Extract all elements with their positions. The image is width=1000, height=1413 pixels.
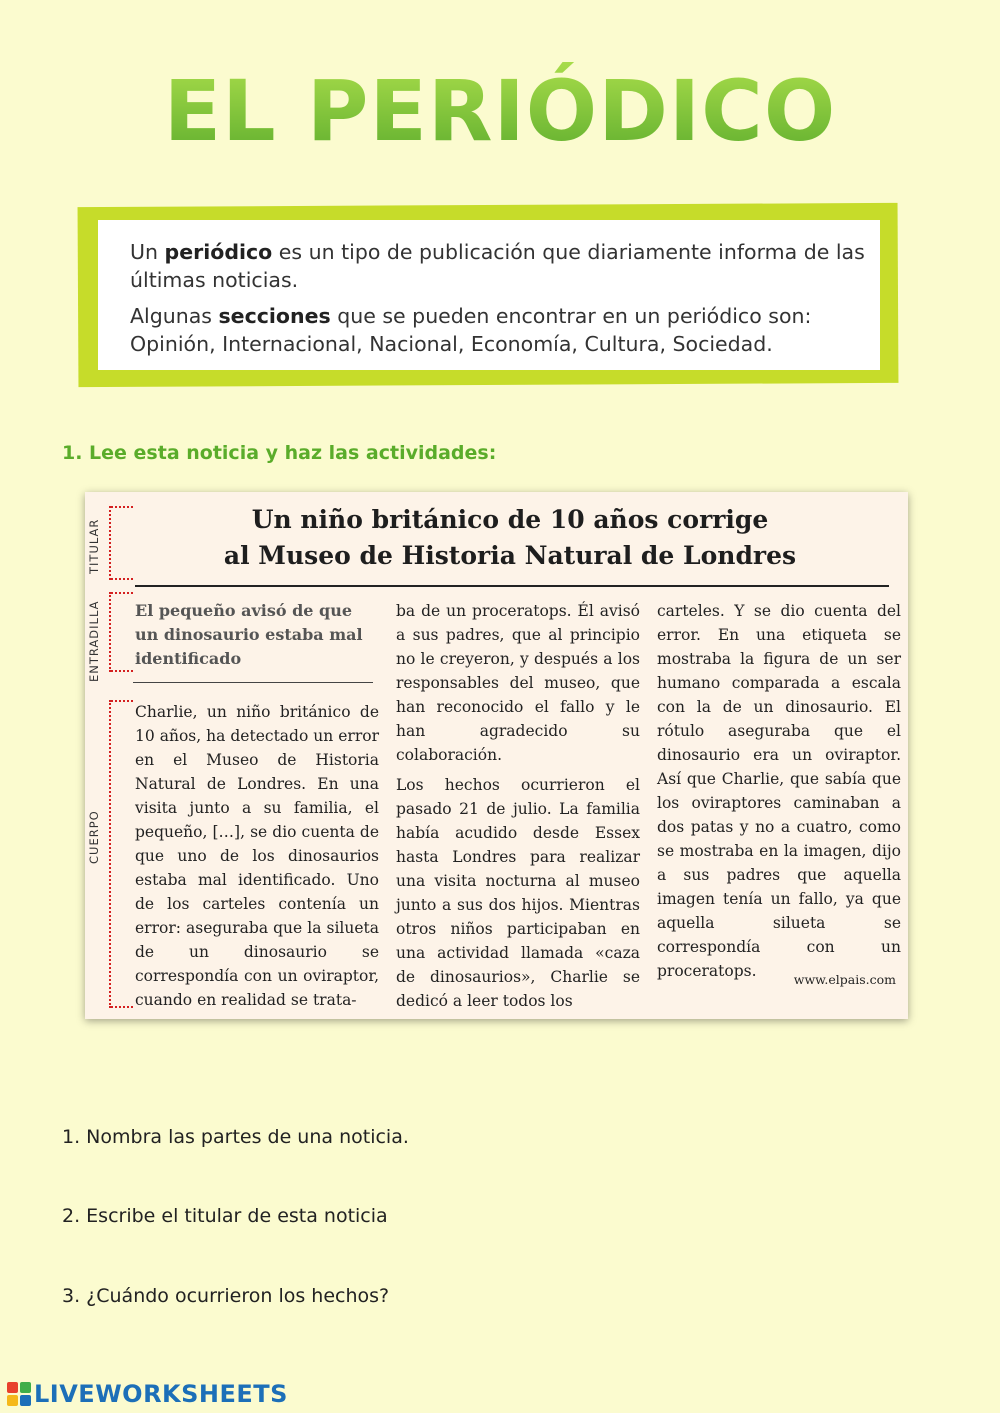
lead-divider xyxy=(133,682,373,683)
logo-square xyxy=(20,1382,31,1393)
info-paragraph-1 xyxy=(130,238,880,294)
info-text: Algunas xyxy=(130,304,219,328)
article-column-1 xyxy=(135,700,379,1012)
article-paragraph: carteles. Y se dio cuenta del error. En una etiqueta se mostraba la figura de un ser humano comparada a escala con la de un dinosaurio. El rótulo aseguraba que el dinosaurio era un oviraptor. Así que Charlie, que sabía que los oviraptores caminaban a dos patas y no a cuatro, como se mostraba en la imagen, dijo a sus padres que aquella imagen tenía un fallo, ya que aquella silueta se correspondía con un proceratops. xyxy=(657,602,901,980)
label-titular: TITULAR xyxy=(87,518,101,574)
article-column-3 xyxy=(657,599,901,983)
info-text: es un tipo de publicación que diariamente informa de las últimas noticias. xyxy=(130,240,865,292)
liveworksheets-logo[interactable] xyxy=(7,1380,288,1408)
logo-square xyxy=(7,1382,18,1393)
exercise-heading: 1. Lee esta noticia y haz las actividades: xyxy=(62,442,497,464)
logo-square xyxy=(20,1395,31,1406)
info-keyword: secciones xyxy=(218,304,331,328)
headline-line: al Museo de Historia Natural de Londres xyxy=(223,541,797,570)
label-entradilla: ENTRADILLA xyxy=(87,600,101,682)
lead-text: El pequeño avisó de que un dinosaurio estaba mal identificado xyxy=(135,601,363,668)
titular-bracket xyxy=(109,506,135,580)
info-text: que se pueden encontrar en un periódico son: Opinión, Internacional, Nacional, Economía, Cultura, Sociedad. xyxy=(130,304,812,356)
logo-square xyxy=(7,1395,18,1406)
article-paragraph: Los hechos ocurrieron el pasado 21 de julio. La familia había acudido desde Essex hasta Londres para realizar una visita nocturna al museo junto a sus dos hijos. Mientras otros niños participaban en una actividad llamada «caza de dinosaurios», Charlie se dedicó a leer todos los xyxy=(396,776,640,1010)
headline xyxy=(135,502,885,574)
article-column-2 xyxy=(396,599,640,1013)
info-keyword: periódico xyxy=(164,240,273,264)
entradilla-bracket xyxy=(109,592,135,672)
logo-icon xyxy=(7,1382,31,1406)
article-paragraph: Charlie, un niño británico de 10 años, ha detectado un error en el Museo de Historia Natural de Londres. En una visita junto a su familia, el pequeño, […], se dio cuenta de que uno de los dinosaurios estaba mal identificado. Uno de los carteles contenía un error: aseguraba que la silueta de un dinosaurio se correspondía con un oviraptor, cuando en realidad se trata- xyxy=(135,703,379,1009)
logo-text: LIVEWORKSHEETS xyxy=(34,1380,288,1408)
info-text: Un xyxy=(130,240,165,264)
question-3: 3. ¿Cuándo ocurrieron los hechos? xyxy=(62,1285,390,1307)
page-title: EL PERIÓDICO xyxy=(0,62,1000,160)
label-cuerpo: CUERPO xyxy=(87,810,101,864)
info-paragraph-2 xyxy=(130,302,880,358)
news-article xyxy=(85,492,908,1019)
headline-divider xyxy=(135,585,889,587)
headline-line: Un niño británico de 10 años corrige xyxy=(251,505,769,534)
info-box xyxy=(98,220,880,370)
cuerpo-bracket xyxy=(109,700,135,1008)
question-2: 2. Escribe el titular de esta noticia xyxy=(62,1205,388,1227)
article-paragraph: ba de un proceratops. Él avisó a sus padres, que al principio no le creyeron, y después a los responsables del museo, que han reconocido el fallo y le han agradecido su colaboración. xyxy=(396,602,640,764)
article-source: www.elpais.com xyxy=(793,972,896,987)
question-1: 1. Nombra las partes de una noticia. xyxy=(62,1126,409,1148)
